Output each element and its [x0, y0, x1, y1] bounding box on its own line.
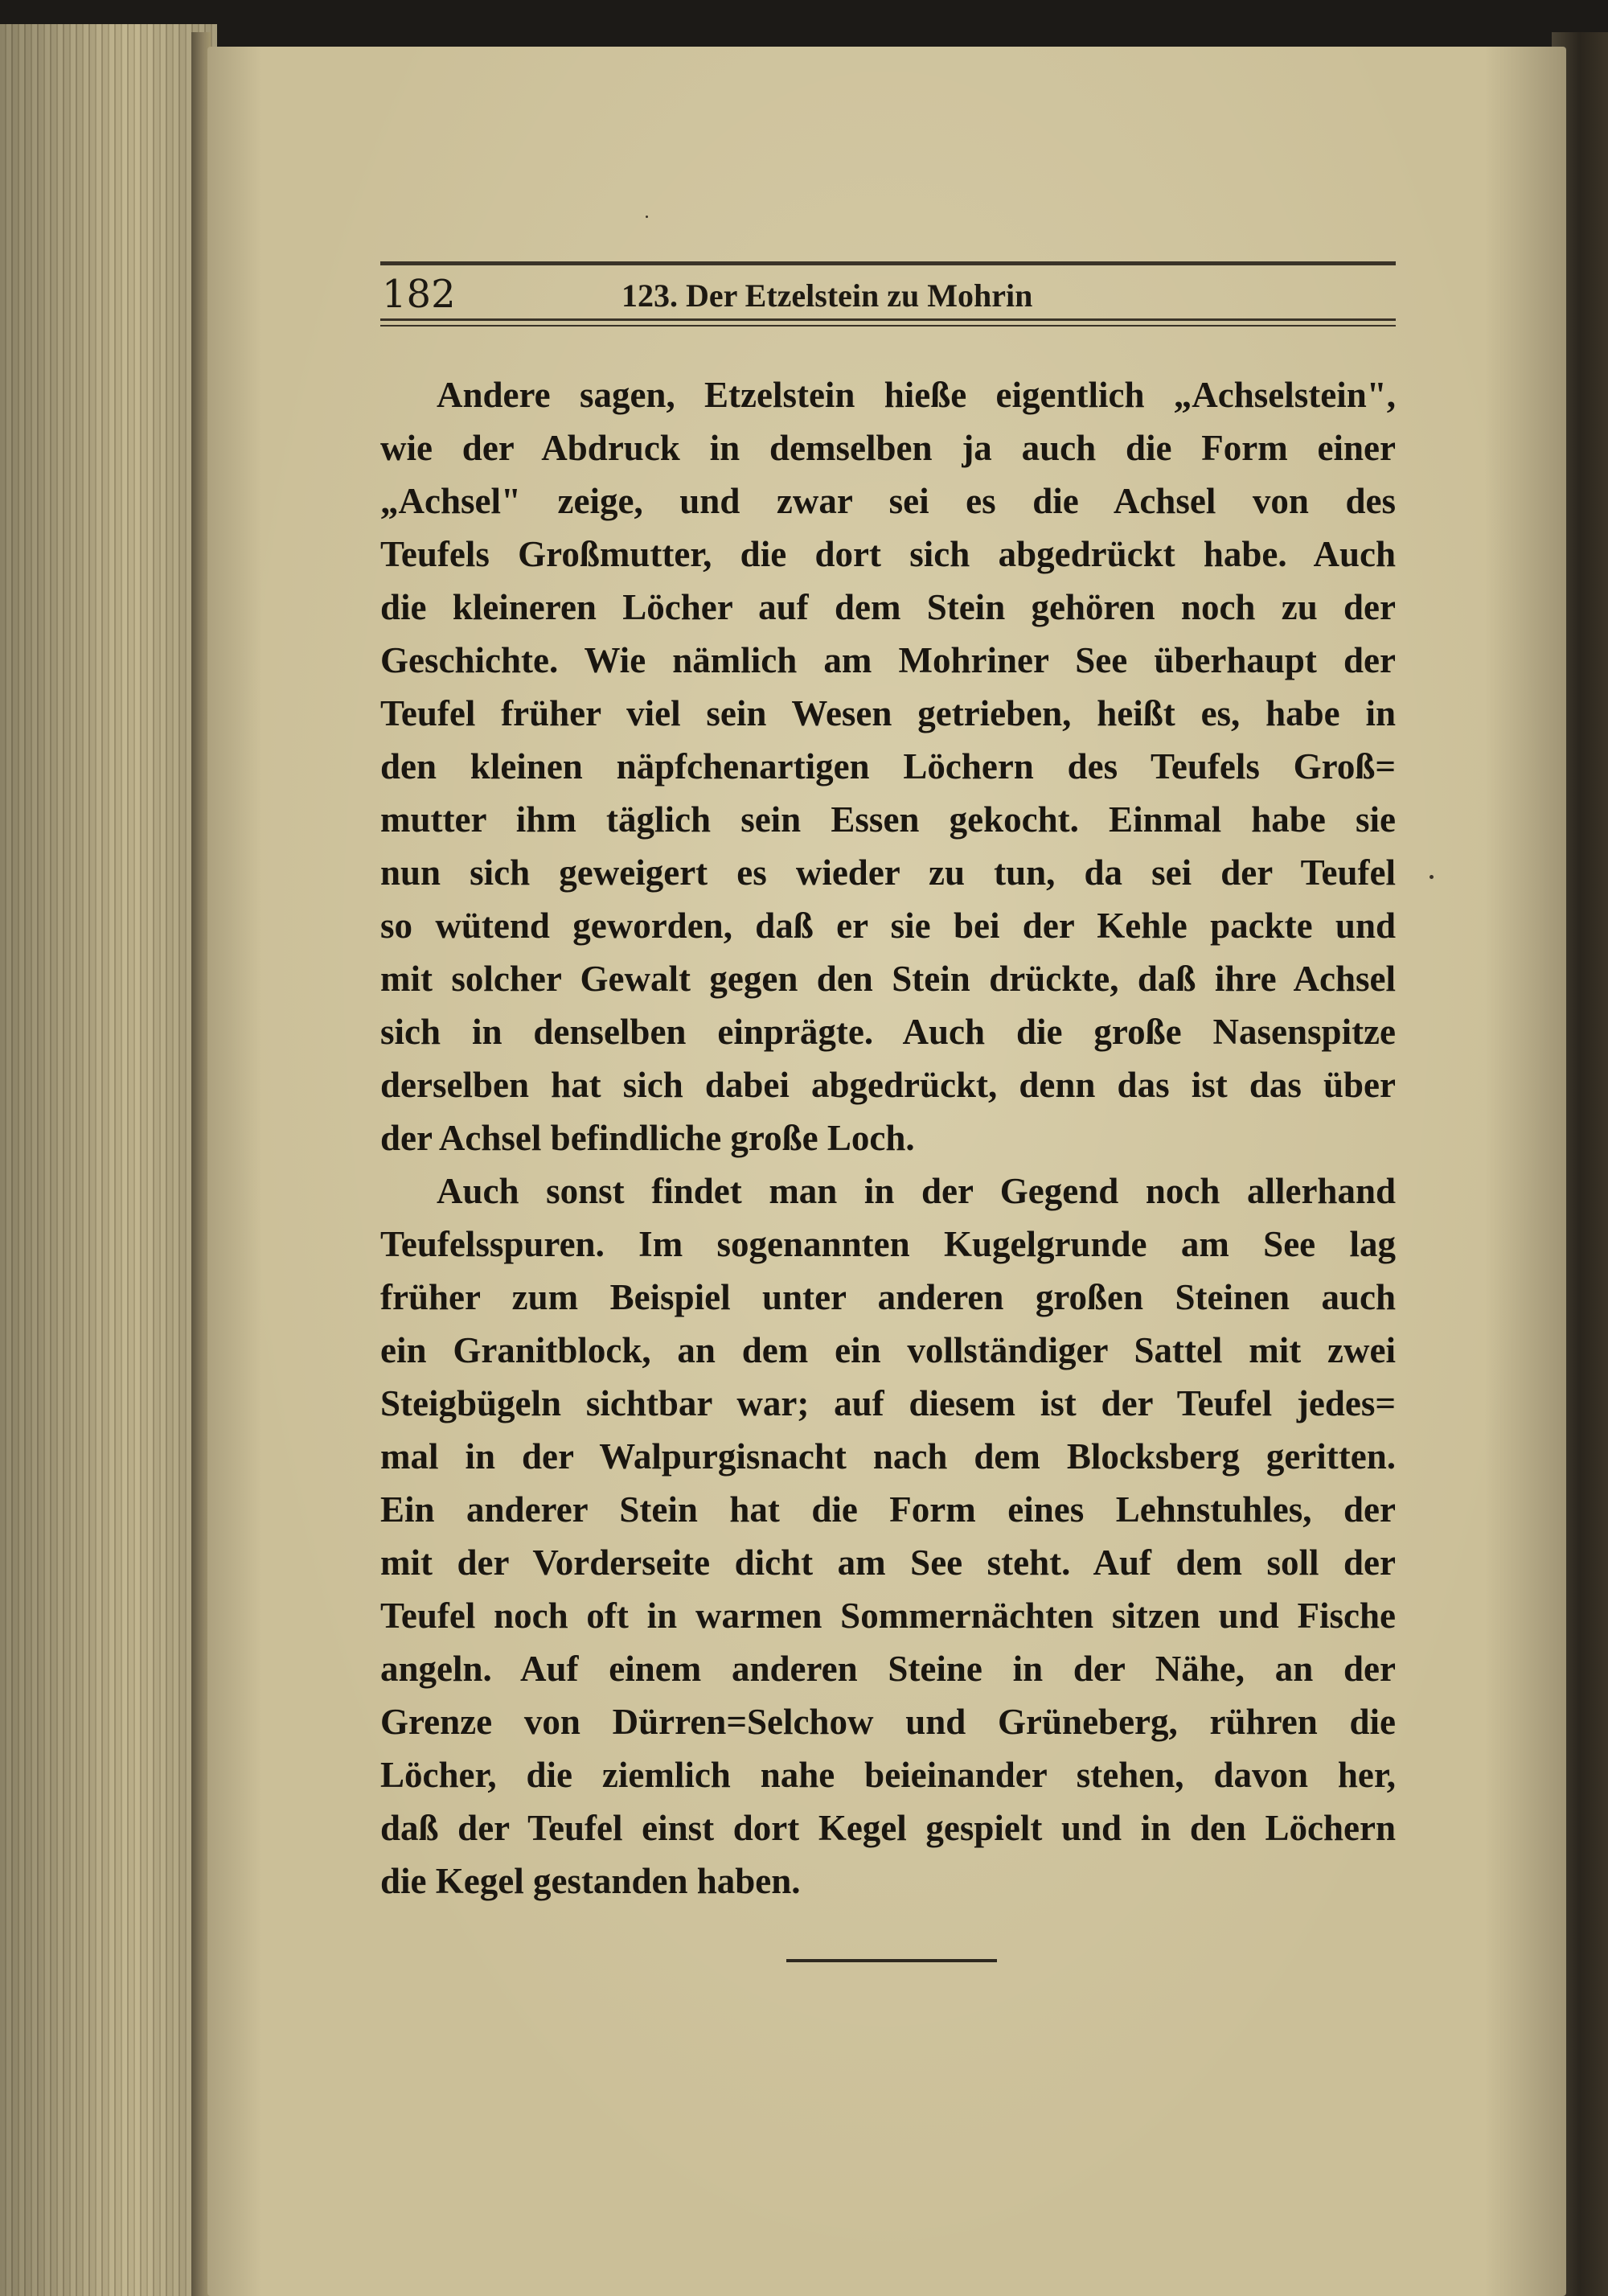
text-line: die kleineren Löcher auf dem Stein gehören noch zu der [380, 587, 1396, 627]
text-line: sich in denselben einprägte. Auch die große Nasenspitze [380, 1012, 1396, 1052]
text-line: Teufel früher viel sein Wesen getrieben, heißt es, habe in [380, 693, 1396, 733]
text-line: Teufel noch oft in warmen Sommernächten sitzen und Fische [380, 1596, 1396, 1636]
paper-speck [646, 216, 648, 218]
text-line: den kleinen näpfchenartigen Löchern des Teufels Groß= [380, 746, 1396, 787]
text-line: angeln. Auf einem anderen Steine in der Nähe, an der [380, 1649, 1396, 1689]
text-line: Ein anderer Stein hat die Form eines Lehnstuhles, der [380, 1489, 1396, 1530]
page-header [380, 207, 1396, 336]
page-number: 182 [382, 272, 456, 317]
book-page [207, 47, 1566, 2296]
text-line: Auch sonst findet man in der Gegend noch allerhand [437, 1171, 1396, 1211]
text-line: Andere sagen, Etzelstein hieße eigentlich „Achselstein", [437, 375, 1396, 415]
header-bottom-rule-thin [380, 325, 1396, 327]
text-line: der Achsel befindliche große Loch. [380, 1118, 915, 1158]
text-line: Teufelsspuren. Im sogenannten Kugelgrunde am See lag [380, 1224, 1396, 1264]
text-line: mal in der Walpurgisnacht nach dem Blocksberg geritten. [380, 1436, 1396, 1477]
paper-speck [1430, 875, 1434, 879]
text-line: die Kegel gestanden haben. [380, 1861, 801, 1901]
header-bottom-rule [380, 318, 1396, 321]
text-line: Steigbügeln sichtbar war; auf diesem ist der Teufel jedes= [380, 1383, 1396, 1423]
text-line: wie der Abdruck in demselben ja auch die Form einer [380, 428, 1396, 468]
text-line: früher zum Beispiel unter anderen großen Steinen auch [380, 1277, 1396, 1317]
text-line: nun sich geweigert es wieder zu tun, da sei der Teufel [380, 852, 1396, 893]
text-line: Teufels Großmutter, die dort sich abgedrückt habe. Auch [380, 534, 1396, 574]
text-line: mutter ihm täglich sein Essen gekocht. Einmal habe sie [380, 799, 1396, 840]
running-title: 123. Der Etzelstein zu Mohrin [621, 277, 1033, 314]
text-line: ein Granitblock, an dem ein vollständiger Sattel mit zwei [380, 1330, 1396, 1370]
text-line: „Achsel" zeige, und zwar sei es die Achsel von des [380, 481, 1396, 521]
text-line: derselben hat sich dabei abgedrückt, denn das ist das über [380, 1065, 1396, 1105]
body-text [380, 368, 1396, 1908]
header-top-rule [380, 261, 1396, 265]
paragraph-2 [380, 1164, 1396, 1908]
scanner-background [0, 0, 1608, 48]
text-line: Geschichte. Wie nämlich am Mohriner See überhaupt der [380, 640, 1396, 680]
text-line: mit der Vorderseite dicht am See steht. Auf dem soll der [380, 1542, 1396, 1583]
paragraph-1 [380, 368, 1396, 1164]
text-line: so wütend geworden, daß er sie bei der Kehle packte und [380, 906, 1396, 946]
text-line: daß der Teufel einst dort Kegel gespielt und in den Löchern [380, 1808, 1396, 1848]
page-edges-shadow [0, 24, 217, 2296]
text-line: Löcher, die ziemlich nahe beieinander stehen, davon her, [380, 1755, 1396, 1795]
text-line: mit solcher Gewalt gegen den Stein drückte, daß ihre Achsel [380, 959, 1396, 999]
end-rule [786, 1959, 997, 1962]
text-line: Grenze von Dürren=Selchow und Grüneberg, rühren die [380, 1702, 1396, 1742]
